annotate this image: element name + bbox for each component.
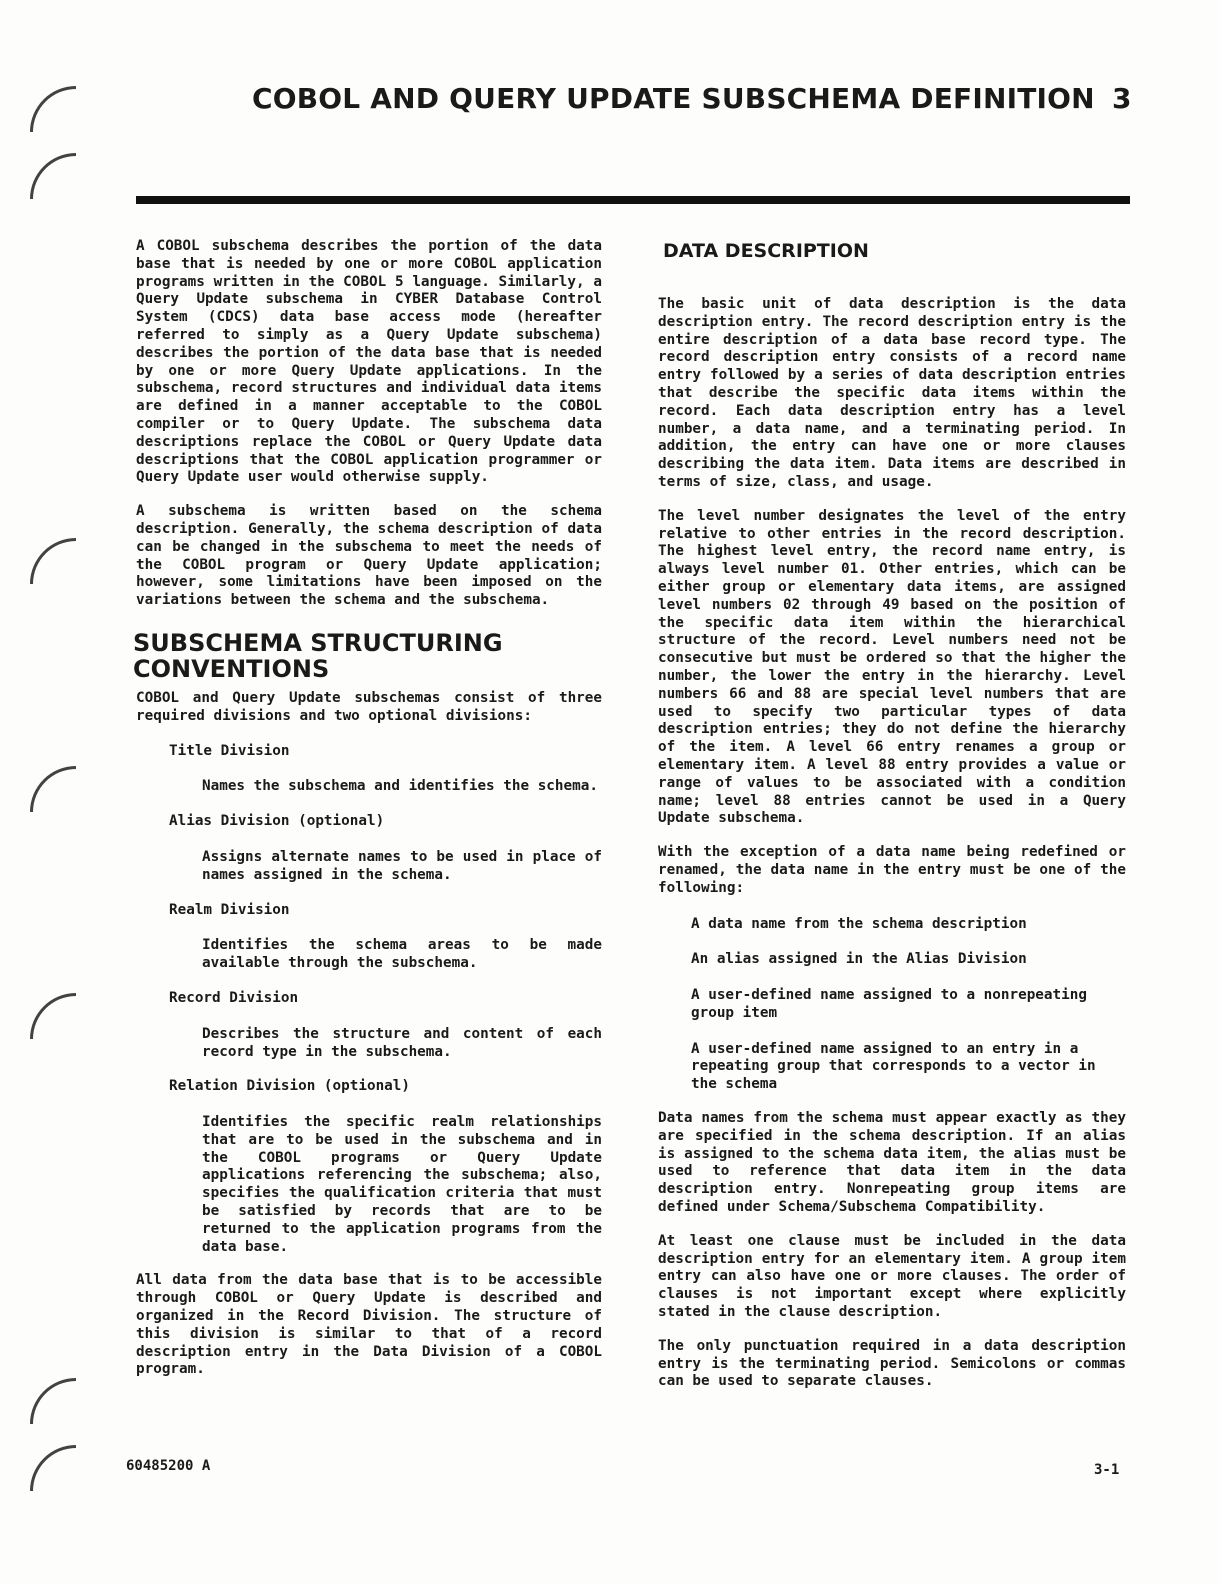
chapter-title: COBOL AND QUERY UPDATE SUBSCHEMA DEFINITION	[252, 82, 1095, 115]
closing-paragraph: All data from the data base that is to be accessible through COBOL or Query Update is described and organized in the Record Division. The structure of this division is similar to that of a record description entry in the Data Division of a COBOL program.	[136, 1272, 602, 1378]
right-column	[658, 296, 1126, 1391]
division-name: Alias Division (optional)	[169, 813, 385, 830]
header-rule	[136, 196, 1130, 204]
list-item: A data name from the schema description	[691, 915, 1027, 932]
chapter-number: 3	[1112, 82, 1132, 115]
paragraph-punctuation: The only punctuation required in a data description entry is the terminating period. Semicolons or commas can be used to separate clauses.	[658, 1337, 1126, 1390]
division-description: Identifies the schema areas to be made available through the subschema.	[202, 937, 602, 972]
data-description-heading: DATA DESCRIPTION	[663, 240, 869, 262]
binder-hole-mark	[30, 153, 76, 199]
binder-hole-mark	[30, 1445, 76, 1491]
division-name: Realm Division	[169, 901, 290, 918]
division-description: Identifies the specific realm relationships that are to be used in the subschema and in the COBOL programs or Query Update applications referencing the subschema; also, specifies the qualification criteria that must be satisfied by records that are to be returned to the application programs from the data base.	[202, 1114, 602, 1255]
paragraph-level-number: The level number designates the level of the entry relative to other entries in the record description. The highest level entry, the record name entry, is always level number 01. Other entries, which can be either group or elementary data items, are assigned level numbers 02 through 49 based on the position of the specific data item within the hierarchical structure of the record. Level numbers need not be consecutive but must be ordered so that the higher the number, the lower the entry in the hierarchy. Level numbers 66 and 88 are special level numbers that are used to specify two particular types of data description entries; they do not define the hierarchy of the item. A level 66 entry renames a group or elementary item. A level 88 entry provides a value or range of values to be associated with a condition name; level 88 entries cannot be used in a Query Update subschema.	[658, 507, 1126, 827]
division-name: Title Division	[169, 742, 290, 759]
division-name: Record Division	[169, 989, 299, 1006]
division-description: Names the subschema and identifies the schema.	[202, 778, 598, 795]
list-item: A user-defined name assigned to a nonrepeating group item	[691, 987, 1087, 1021]
conventions-intro: COBOL and Query Update subschemas consist of three required divisions and two optional divisions:	[136, 689, 602, 724]
division-description: Describes the structure and content of each record type in the subschema.	[202, 1025, 602, 1060]
document-number: 60485200 A	[126, 1458, 211, 1474]
paragraph-clauses: At least one clause must be included in the data description entry for an elementary item. A group item entry can also have one or more clauses. The order of clauses is not important except where explicitly stated in the clause description.	[658, 1232, 1126, 1321]
division-name: Relation Division (optional)	[169, 1078, 411, 1095]
binder-hole-mark	[30, 1378, 76, 1424]
section-heading-line-1: SUBSCHEMA STRUCTURING	[133, 628, 503, 657]
paragraph-schema-names: Data names from the schema must appear exactly as they are specified in the schema description. If an alias is assigned to the schema data item, the alias must be used to reference that data item in the data description entry. Nonrepeating group items are defined under Schema/Subschema Compatibility.	[658, 1110, 1126, 1216]
left-column	[133, 238, 602, 1379]
binder-hole-mark	[30, 993, 76, 1039]
intro-paragraph-1: A COBOL subschema describes the portion of the data base that is needed by one or more COBOL application programs written in the COBOL 5 language. Similarly, a Query Update subschema in CYBER Database Control System (CDCS) data base access mode (hereafter referred to simply as a Query Update subschema) describes the portion of the data base that is needed by one or more Query Update applications. In the subschema, record structures and individual data items are defined in a manner acceptable to the COBOL compiler or to Query Update. The subschema data descriptions replace the COBOL or Query Update data descriptions that the COBOL application programmer or Query Update user would otherwise supply.	[136, 238, 602, 486]
paragraph-basic-unit: The basic unit of data description is the data description entry. The record description entry is the entire description of a data base record type. The record description entry consists of a record name entry followed by a series of data description entries that describe the specific data items within the record. Each data description entry has a level number, a data name, and a terminating period. In addition, the entry can have one or more clauses describing the data item. Data items are described in terms of size, class, and usage.	[658, 296, 1126, 490]
list-item: An alias assigned in the Alias Division	[691, 951, 1027, 968]
intro-paragraph-2: A subschema is written based on the schema description. Generally, the schema description of data can be changed in the subschema to meet the needs of the COBOL program or Query Update application; however, some limitations have been imposed on the variations between the schema and the subschema.	[136, 503, 602, 609]
section-heading-line-2: CONVENTIONS	[133, 654, 330, 683]
section-heading	[133, 630, 602, 682]
binder-hole-mark	[30, 538, 76, 584]
binder-hole-mark	[30, 766, 76, 812]
division-description: Assigns alternate names to be used in place of names assigned in the schema.	[202, 848, 602, 883]
paragraph-data-name: With the exception of a data name being redefined or renamed, the data name in the entry must be one of the following:	[658, 844, 1126, 896]
binder-hole-mark	[30, 86, 76, 132]
list-item: A user-defined name assigned to an entry in a repeating group that corresponds to a vector in the schema	[691, 1040, 1096, 1093]
page-number: 3-1	[1094, 1462, 1120, 1478]
